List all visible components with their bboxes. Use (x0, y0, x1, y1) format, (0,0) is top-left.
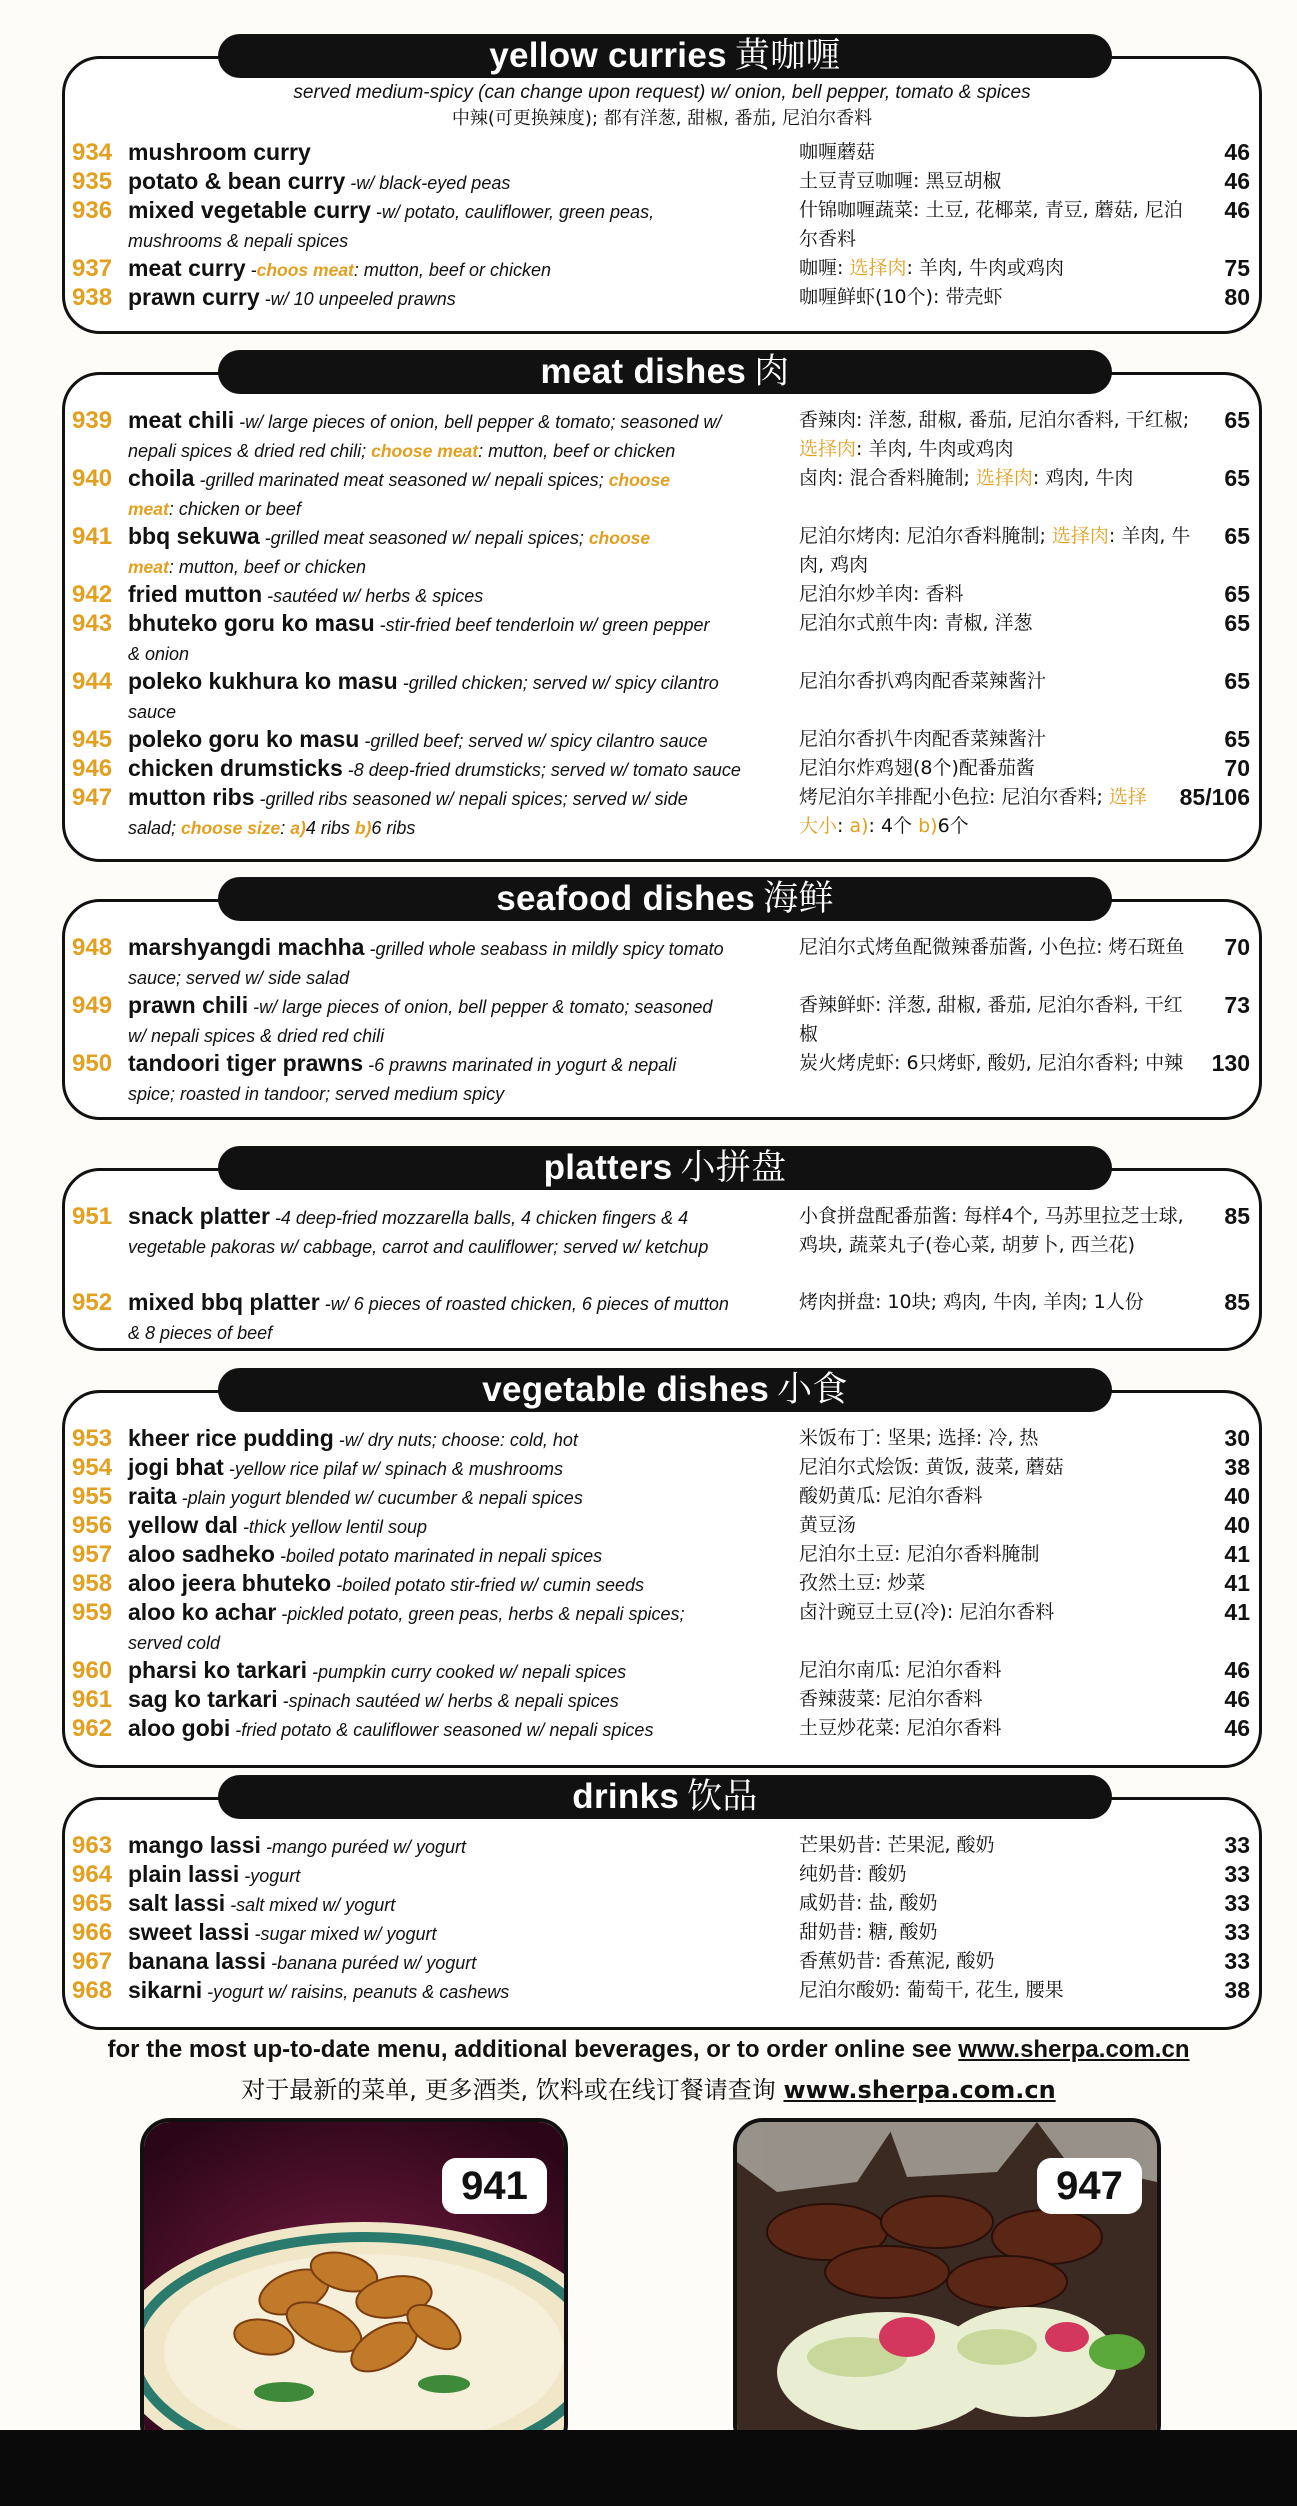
item-price: 65 (1224, 581, 1250, 607)
item-name: bbq sekuwa (128, 523, 260, 549)
item-number: 954 (72, 1454, 113, 1481)
item-number: 961 (72, 1686, 113, 1713)
item-description-cont: served cold (128, 1633, 221, 1653)
item-description: -yellow rice pilaf w/ spinach & mushrooms (223, 1459, 563, 1479)
item-name-zh: 卤肉: 混合香料腌制; (799, 467, 976, 489)
item-name: plain lassi (128, 1861, 240, 1887)
item-description-zh: : (837, 815, 850, 837)
item-price: 65 (1224, 523, 1250, 549)
item-price: 130 (1211, 1050, 1250, 1076)
section-meat-dishes (62, 350, 1262, 862)
item-number: 949 (72, 992, 113, 1019)
item-name: mushroom curry (128, 139, 311, 165)
item-name: prawn curry (128, 284, 260, 310)
item-number: 956 (72, 1512, 113, 1539)
item-description: -plain yogurt blended w/ cucumber & nepali spices (176, 1488, 583, 1508)
choose-meat-option-zh: 选择肉 (1051, 525, 1109, 547)
section-title-en: seafood dishes (496, 879, 756, 918)
item-name-zh: 土豆炒花菜: 尼泊尔香料 (799, 1717, 1002, 1739)
item-description: -yogurt w/ raisins, peanuts & cashews (202, 1982, 510, 2002)
item-price: 33 (1224, 1832, 1250, 1858)
item-number: 957 (72, 1541, 113, 1568)
size-option-a: a) (290, 818, 306, 838)
item-name: meat curry (128, 255, 246, 281)
item-name: jogi bhat (128, 1454, 224, 1480)
bottom-bar (0, 2430, 1297, 2506)
item-description-cont: vegetable pakoras w/ cabbage, carrot and cauliflower; served w/ ketchup (128, 1237, 709, 1257)
item-number: 960 (72, 1657, 113, 1684)
item-price: 75 (1224, 255, 1250, 281)
item-price: 65 (1224, 407, 1250, 433)
footer-note-en (0, 2036, 1297, 2064)
choose-meat-option-zh: 选择肉 (849, 257, 907, 279)
item-number: 967 (72, 1948, 113, 1975)
section-title-zh: 肉 (754, 352, 790, 392)
choose-meat-option: choose meat (371, 441, 479, 461)
item-description: -boiled potato stir-fried w/ cumin seeds (331, 1575, 645, 1595)
section-title-en: meat dishes (540, 352, 747, 391)
item-name-zh: 小食拼盘配番茄酱: 每样4个, 马苏里拉芝士球, 鸡块, 蔬菜丸子(卷心菜, 胡萝卜, 西兰花) (799, 1205, 1184, 1256)
section-title-zh: 小拼盘 (680, 1148, 787, 1188)
item-price: 85 (1224, 1203, 1250, 1229)
item-description-cont: nepali spices & dried red chili; (128, 441, 372, 461)
item-price: 46 (1224, 1715, 1250, 1741)
item-name: yellow dal (128, 1512, 238, 1538)
item-description: 6 ribs (371, 818, 416, 838)
item-name: meat chili (128, 407, 235, 433)
item-number: 938 (72, 284, 113, 311)
item-number: 965 (72, 1890, 113, 1917)
choose-meat-option: meat (128, 499, 169, 519)
item-name: sweet lassi (128, 1919, 250, 1945)
item-price: 65 (1224, 668, 1250, 694)
item-price: 33 (1224, 1948, 1250, 1974)
item-price: 70 (1224, 755, 1250, 781)
item-number: 959 (72, 1599, 113, 1626)
section-title-en: yellow curries (489, 36, 727, 75)
item-name: choila (128, 465, 195, 491)
item-name-zh: 什锦咖喱蔬菜: 土豆, 花椰菜, 青豆, 蘑菇, 尼泊尔香料 (799, 199, 1183, 250)
item-name-zh: 纯奶昔: 酸奶 (799, 1863, 907, 1885)
item-number: 945 (72, 726, 113, 753)
item-name-zh: 孜然土豆: 炒菜 (799, 1572, 926, 1594)
item-description: -w/ 10 unpeeled prawns (259, 289, 456, 309)
item-description: -w/ large pieces of onion, bell pepper & tomato; seasoned (248, 997, 713, 1017)
section-title-zh: 小食 (777, 1370, 848, 1410)
item-description: -mango puréed w/ yogurt (260, 1837, 467, 1857)
item-number: 958 (72, 1570, 113, 1597)
item-number: 955 (72, 1483, 113, 1510)
item-price: 80 (1224, 284, 1250, 310)
section-yellow-curries (62, 34, 1262, 334)
item-price: 41 (1224, 1541, 1250, 1567)
item-number: 940 (72, 465, 113, 492)
item-name: raita (128, 1483, 177, 1509)
item-description: -w/ large pieces of onion, bell pepper & tomato; seasoned w/ (234, 412, 722, 432)
item-name: aloo jeera bhuteko (128, 1570, 332, 1596)
section-drinks (62, 1775, 1262, 2030)
photo-dish-941 (140, 2118, 568, 2454)
item-name-zh: 土豆青豆咖喱: 黑豆胡椒 (799, 170, 1002, 192)
item-price: 46 (1224, 168, 1250, 194)
choose-meat-option-zh: 选择肉 (799, 438, 857, 460)
size-option-b: b) (354, 818, 372, 838)
item-name: poleko goru ko masu (128, 726, 360, 752)
item-description: -sautéed w/ herbs & spices (262, 586, 484, 606)
section-subtitle: served medium-spicy (can change upon request) w/ onion, bell pepper, tomato & spices (293, 82, 1031, 103)
section-title (218, 34, 1112, 78)
item-description: -yogurt (239, 1866, 301, 1886)
item-description: -8 deep-fried drumsticks; served w/ tomato sauce (342, 760, 741, 780)
item-price: 41 (1224, 1570, 1250, 1596)
item-name: aloo sadheko (128, 1541, 275, 1567)
item-number: 962 (72, 1715, 113, 1742)
item-name-zh: 香蕉奶昔: 香蕉泥, 酸奶 (799, 1950, 995, 1972)
item-description: -salt mixed w/ yogurt (225, 1895, 396, 1915)
choose-meat-option: choos meat (256, 260, 354, 280)
item-number: 952 (72, 1289, 113, 1316)
website-link-zh[interactable]: www.sherpa.com.cn (783, 2076, 1056, 2104)
item-description: -w/ 6 pieces of roasted chicken, 6 pieces of mutton (319, 1294, 729, 1314)
item-name-zh: 尼泊尔南瓜: 尼泊尔香料 (799, 1659, 1002, 1681)
photo-tag: 941 (442, 2158, 547, 2214)
item-name-zh: 甜奶昔: 糖, 酸奶 (799, 1921, 938, 1943)
item-description: : mutton, beef or chicken (478, 441, 676, 461)
section-title (218, 1146, 1112, 1190)
item-price: 46 (1224, 1686, 1250, 1712)
section-vegetable-dishes (62, 1368, 1262, 1768)
item-price: 65 (1224, 610, 1250, 636)
item-description-cont: & 8 pieces of beef (128, 1323, 273, 1343)
item-name: snack platter (128, 1203, 270, 1229)
item-name: poleko kukhura ko masu (128, 668, 398, 694)
item-name-zh: 烤肉拼盘: 10块; 鸡肉, 牛肉, 羊肉; 1人份 (799, 1291, 1144, 1313)
item-description: -spinach sautéed w/ herbs & nepali spices (277, 1691, 619, 1711)
choose-meat-option: choose (588, 528, 651, 548)
item-description-cont: salad; (128, 818, 182, 838)
item-name-zh: 尼泊尔酸奶: 葡萄干, 花生, 腰果 (799, 1979, 1064, 2001)
item-name-zh: 尼泊尔式烤鱼配微辣番茄酱, 小色拉: 烤石斑鱼 (799, 936, 1185, 958)
section-subtitle-zh: 中辣(可更换辣度); 都有洋葱, 甜椒, 番茄, 尼泊尔香料 (451, 108, 873, 129)
item-name-zh: 炭火烤虎虾: 6只烤虾, 酸奶, 尼泊尔香料; 中辣 (799, 1052, 1184, 1074)
item-description-cont: sauce (128, 702, 177, 722)
item-name-zh: 烤尼泊尔羊排配小色拉: 尼泊尔香料; (799, 786, 1109, 808)
item-name-zh: 香辣菠菜: 尼泊尔香料 (799, 1688, 983, 1710)
item-name: fried mutton (128, 581, 263, 607)
item-price: 33 (1224, 1890, 1250, 1916)
item-price: 85 (1224, 1289, 1250, 1315)
section-title-en: drinks (572, 1777, 680, 1816)
item-description-cont: sauce; served w/ side salad (128, 968, 350, 988)
item-price: 65 (1224, 465, 1250, 491)
item-name-zh: 尼泊尔炸鸡翅(8个)配番茄酱 (799, 757, 1035, 779)
item-description: -w/ dry nuts; choose: cold, hot (333, 1430, 578, 1450)
item-description-cont: spice; roasted in tandoor; served medium spicy (128, 1084, 505, 1104)
item-number: 964 (72, 1861, 113, 1888)
item-name: mutton ribs (128, 784, 255, 810)
item-description: -grilled chicken; served w/ spicy cilantro (397, 673, 719, 693)
item-name: mango lassi (128, 1832, 261, 1858)
section-title (218, 1368, 1112, 1412)
item-description-zh: : 羊肉, 牛肉或鸡肉 (906, 257, 1064, 279)
item-name: sag ko tarkari (128, 1686, 278, 1712)
item-name: aloo gobi (128, 1715, 231, 1741)
item-number: 944 (72, 668, 113, 695)
item-name-zh: 香辣肉: 洋葱, 甜椒, 番茄, 尼泊尔香料, 干红椒; (799, 409, 1190, 431)
item-description: 4 ribs (305, 818, 355, 838)
item-name-zh: 咖喱鲜虾(10个): 带壳虾 (799, 286, 1003, 308)
item-number: 950 (72, 1050, 113, 1077)
item-description-zh: : 羊肉, 牛肉, 鸡肉 (799, 525, 1191, 576)
item-price: 38 (1224, 1454, 1250, 1480)
item-name: banana lassi (128, 1948, 267, 1974)
item-name: mixed vegetable curry (128, 197, 371, 223)
item-price: 40 (1224, 1483, 1250, 1509)
item-price: 40 (1224, 1512, 1250, 1538)
item-price: 85/106 (1179, 784, 1250, 810)
item-description: -6 prawns marinated in yogurt & nepali (363, 1055, 677, 1075)
item-price: 73 (1224, 992, 1250, 1018)
item-price: 33 (1224, 1919, 1250, 1945)
item-description: -grilled ribs seasoned w/ nepali spices; served w/ side (254, 789, 688, 809)
item-description: -grilled marinated meat seasoned w/ nepali spices; (194, 470, 609, 490)
item-description: : mutton, beef or chicken (353, 260, 551, 280)
item-number: 941 (72, 523, 113, 550)
item-description-cont: w/ nepali spices & dried red chili (128, 1026, 385, 1046)
item-description-cont: mushrooms & nepali spices (128, 231, 349, 251)
choose-meat-option: meat (128, 557, 169, 577)
item-name: chicken drumsticks (128, 755, 343, 781)
item-name-zh: 咖喱: (799, 257, 850, 279)
item-number: 943 (72, 610, 113, 637)
item-name: prawn chili (128, 992, 249, 1018)
item-description-zh: : 4个 (868, 815, 919, 837)
section-title-en: platters (543, 1148, 673, 1187)
footer-text: for the most up-to-date menu, additional beverages, or to order online see (107, 2036, 959, 2063)
item-number: 936 (72, 197, 113, 224)
section-title-en: vegetable dishes (482, 1370, 770, 1409)
item-name-zh: 香辣鲜虾: 洋葱, 甜椒, 番茄, 尼泊尔香料, 干红椒 (799, 994, 1183, 1045)
item-description: -sugar mixed w/ yogurt (249, 1924, 437, 1944)
item-price: 65 (1224, 726, 1250, 752)
choose-meat-option-zh: 选择肉 (975, 467, 1033, 489)
item-name: aloo ko achar (128, 1599, 277, 1625)
item-name-zh: 尼泊尔式煎牛肉: 青椒, 洋葱 (799, 612, 1033, 634)
section-platters (62, 1146, 1262, 1351)
item-description: -banana puréed w/ yogurt (266, 1953, 477, 1973)
item-number: 939 (72, 407, 113, 434)
item-name-zh: 芒果奶昔: 芒果泥, 酸奶 (799, 1834, 995, 1856)
item-number: 968 (72, 1977, 113, 2004)
item-name-zh: 咸奶昔: 盐, 酸奶 (799, 1892, 938, 1914)
size-option-b-zh: b) (918, 815, 938, 837)
item-number: 946 (72, 755, 113, 782)
item-name-zh: 黄豆汤 (799, 1514, 857, 1536)
item-name: bhuteko goru ko masu (128, 610, 375, 636)
item-description: -fried potato & cauliflower seasoned w/ nepali spices (230, 1720, 654, 1740)
item-name: mixed bbq platter (128, 1289, 320, 1315)
item-price: 70 (1224, 934, 1250, 960)
item-price: 46 (1224, 139, 1250, 165)
choose-size-option: choose size (181, 818, 281, 838)
item-number: 951 (72, 1203, 113, 1230)
item-name: tandoori tiger prawns (128, 1050, 364, 1076)
photo-dish-947 (733, 2118, 1161, 2454)
footer-text-zh: 对于最新的菜单, 更多酒类, 饮料或在线订餐请查询 (241, 2076, 784, 2104)
item-name-zh: 尼泊尔烤肉: 尼泊尔香料腌制; (799, 525, 1052, 547)
item-description: : mutton, beef or chicken (168, 557, 366, 577)
item-description-cont: & onion (128, 644, 190, 664)
size-option-a-zh: a) (849, 815, 869, 837)
item-description: -4 deep-fried mozzarella balls, 4 chicken fingers & 4 (269, 1208, 689, 1228)
item-number: 947 (72, 784, 113, 811)
website-link[interactable]: www.sherpa.com.cn (958, 2036, 1190, 2063)
section-title (218, 877, 1112, 921)
item-name: pharsi ko tarkari (128, 1657, 307, 1683)
section-title-zh: 黄咖喱 (734, 36, 841, 76)
item-name-zh: 咖喱蘑菇 (799, 141, 876, 163)
item-description-zh: : 羊肉, 牛肉或鸡肉 (856, 438, 1014, 460)
item-name: marshyangdi machha (128, 934, 365, 960)
section-title-zh: 海鲜 (763, 879, 834, 919)
photo-tag: 947 (1037, 2158, 1142, 2214)
item-name-zh: 尼泊尔炒羊肉: 香料 (799, 583, 964, 605)
item-price: 46 (1224, 197, 1250, 223)
section-title (218, 1775, 1112, 1819)
item-description: -w/ black-eyed peas (345, 173, 511, 193)
item-number: 963 (72, 1832, 113, 1859)
item-description: -stir-fried beef tenderloin w/ green pepper (374, 615, 710, 635)
item-name-zh: 尼泊尔土豆: 尼泊尔香料腌制 (799, 1543, 1040, 1565)
item-name: potato & bean curry (128, 168, 346, 194)
item-number: 934 (72, 139, 113, 166)
item-number: 953 (72, 1425, 113, 1452)
item-description: -grilled beef; served w/ spicy cilantro sauce (359, 731, 708, 751)
item-description: -grilled whole seabass in mildly spicy tomato (364, 939, 724, 959)
item-description-zh: : 鸡肉, 牛肉 (1032, 467, 1134, 489)
section-seafood-dishes (62, 877, 1262, 1120)
choose-meat-option: choose (608, 470, 670, 490)
item-description: -boiled potato marinated in nepali spices (274, 1546, 603, 1566)
item-name: salt lassi (128, 1890, 226, 1916)
item-number: 948 (72, 934, 113, 961)
item-description: -thick yellow lentil soup (237, 1517, 428, 1537)
choose-size-option-zh: 选择大小 (799, 786, 1147, 837)
item-number: 937 (72, 255, 113, 282)
section-title (218, 350, 1112, 394)
item-price: 41 (1224, 1599, 1250, 1625)
item-description: -pickled potato, green peas, herbs & nepali spices; (276, 1604, 685, 1624)
item-name-zh: 米饭布丁: 坚果; 选择: 冷, 热 (799, 1427, 1039, 1449)
item-name-zh: 尼泊尔香扒牛肉配香菜辣酱汁 (799, 728, 1047, 750)
item-number: 966 (72, 1919, 113, 1946)
item-name-zh: 尼泊尔香扒鸡肉配香菜辣酱汁 (799, 670, 1047, 692)
item-description: - (245, 260, 257, 280)
item-description: -pumpkin curry cooked w/ nepali spices (306, 1662, 627, 1682)
item-name-zh: 酸奶黄瓜: 尼泊尔香料 (799, 1485, 983, 1507)
item-name-zh: 尼泊尔式烩饭: 黄饭, 菠菜, 蘑菇 (799, 1456, 1064, 1478)
item-number: 935 (72, 168, 113, 195)
footer-note-zh (0, 2070, 1297, 2105)
item-name: sikarni (128, 1977, 203, 2003)
item-name-zh: 卤汁豌豆土豆(冷): 尼泊尔香料 (799, 1601, 1055, 1623)
item-description: : (280, 818, 291, 838)
item-price: 30 (1224, 1425, 1250, 1451)
item-number: 942 (72, 581, 113, 608)
item-description: -grilled meat seasoned w/ nepali spices; (259, 528, 589, 548)
item-price: 46 (1224, 1657, 1250, 1683)
item-description-zh: 6个 (937, 815, 969, 837)
section-title-zh: 饮品 (687, 1777, 758, 1817)
item-name: kheer rice pudding (128, 1425, 334, 1451)
item-price: 38 (1224, 1977, 1250, 2003)
item-description: -w/ potato, cauliflower, green peas, (370, 202, 655, 222)
item-price: 33 (1224, 1861, 1250, 1887)
item-description: : chicken or beef (168, 499, 301, 519)
